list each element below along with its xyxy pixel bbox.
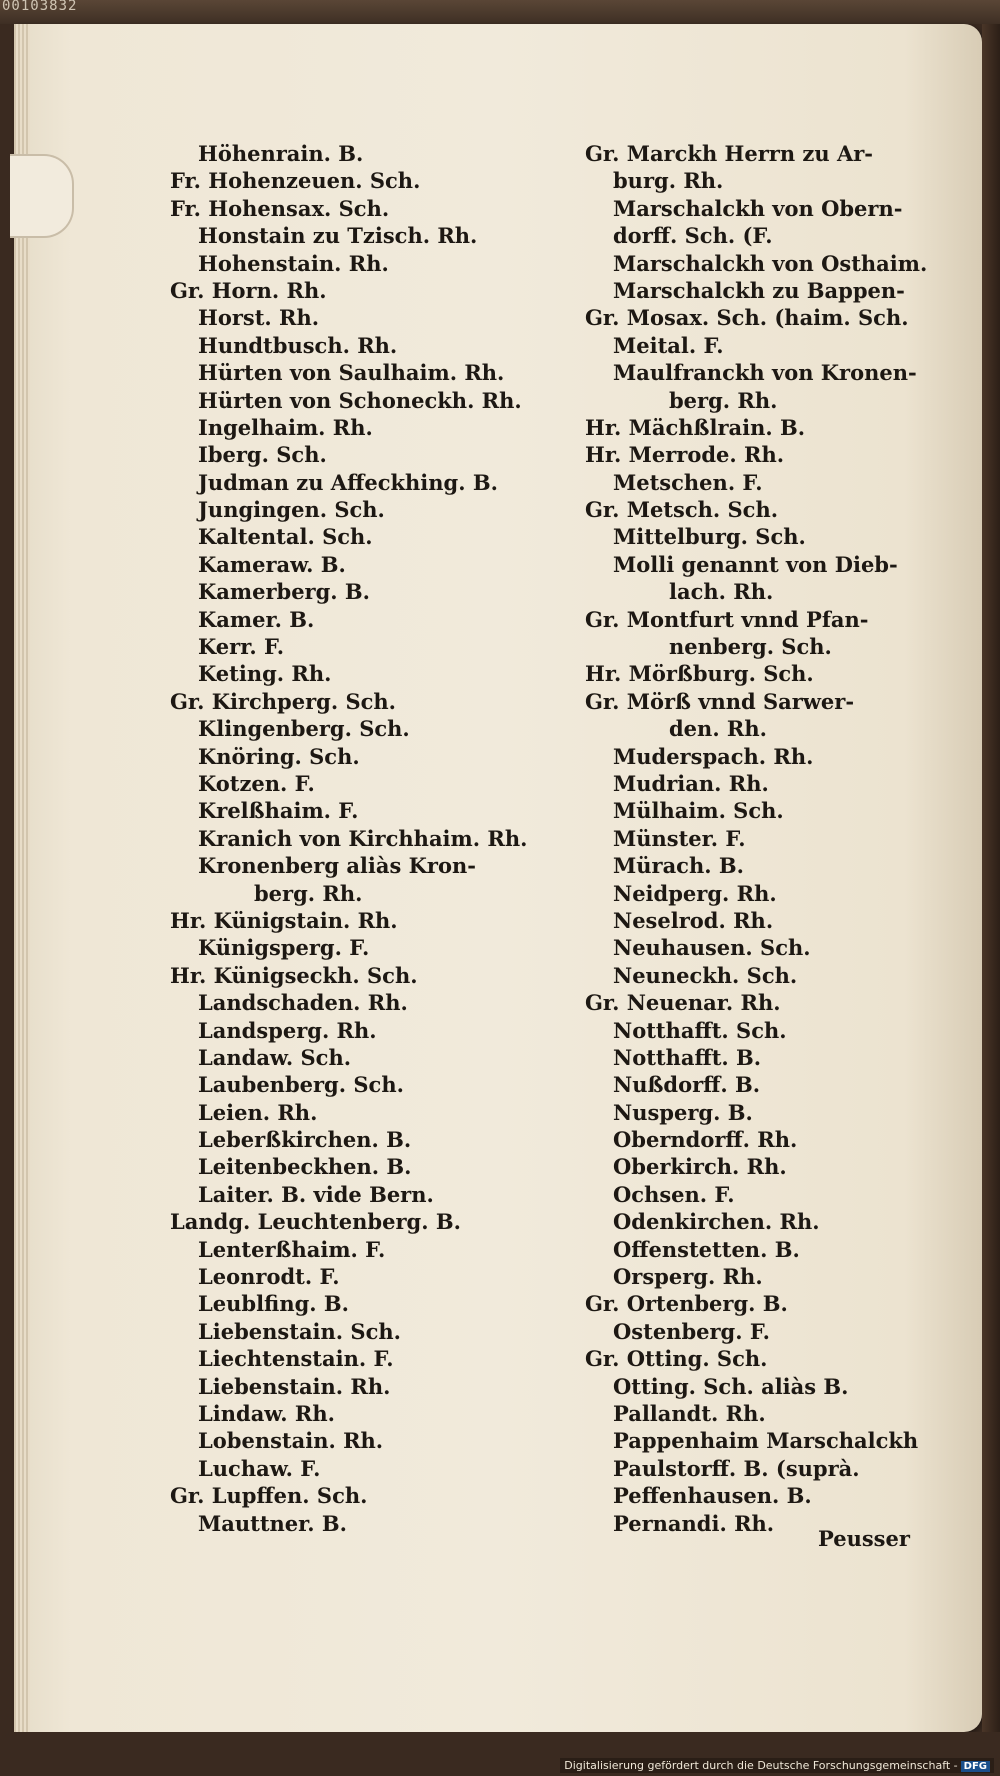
register-entry: Maulfranckh von Kronen- xyxy=(613,360,917,386)
register-entry: Oberkirch. Rh. xyxy=(613,1154,787,1180)
register-entry: berg. Rh. xyxy=(254,880,363,906)
register-entry: Landsperg. Rh. xyxy=(198,1017,377,1043)
register-entry: Gr. Kirchperg. Sch. xyxy=(170,688,396,714)
register-entry: Metschen. F. xyxy=(613,469,763,495)
register-entry: Kamerberg. B. xyxy=(198,579,370,605)
register-entry: berg. Rh. xyxy=(669,387,778,413)
register-entry: Kerr. F. xyxy=(198,634,285,660)
register-entry: Hr. Mächßlrain. B. xyxy=(585,414,806,440)
register-entry: Leitenbeckhen. B. xyxy=(198,1154,412,1180)
register-entry: Iberg. Sch. xyxy=(198,442,327,468)
register-entry: Gr. Horn. Rh. xyxy=(170,277,327,303)
register-entry: Künigsperg. F. xyxy=(198,935,370,961)
register-entry: Leublfing. B. xyxy=(198,1291,349,1317)
register-entry: Fr. Hohensax. Sch. xyxy=(170,195,390,221)
register-entry: Jungingen. Sch. xyxy=(198,497,385,523)
register-entry: Nusperg. B. xyxy=(613,1099,753,1125)
register-entry: Landg. Leuchtenberg. B. xyxy=(170,1209,461,1235)
register-entry: Mürach. B. xyxy=(613,853,744,879)
register-entry: Klingenberg. Sch. xyxy=(198,716,410,742)
register-entry: Liebenstain. Sch. xyxy=(198,1318,401,1344)
scan-top-border xyxy=(0,0,1000,24)
page-stack-edge xyxy=(14,24,30,1732)
register-entry: Krelßhaim. F. xyxy=(198,798,359,824)
register-entry: Otting. Sch. aliàs B. xyxy=(613,1373,849,1399)
register-entry: Pallandt. Rh. xyxy=(613,1400,766,1426)
register-entry: burg. Rh. xyxy=(613,168,724,194)
register-entry: Molli genannt von Dieb- xyxy=(613,551,898,577)
register-entry: Leberßkirchen. B. xyxy=(198,1127,412,1153)
register-entry: Meital. F. xyxy=(613,332,724,358)
register-entry: Kamer. B. xyxy=(198,606,315,632)
register-entry: Kaltental. Sch. xyxy=(198,524,373,550)
register-entry: Gr. Metsch. Sch. xyxy=(585,497,779,523)
register-entry: Gr. Montfurt vnnd Pfan- xyxy=(585,606,869,632)
right-column xyxy=(585,140,928,1537)
register-entry: Nußdorff. B. xyxy=(613,1072,761,1098)
register-entry: Hohenstain. Rh. xyxy=(198,250,389,276)
register-entry: Notthafft. B. xyxy=(613,1044,762,1070)
register-entry: Mülhaim. Sch. xyxy=(613,798,784,824)
register-entry: Hürten von Saulhaim. Rh. xyxy=(198,360,505,386)
register-entry: Oberndorff. Rh. xyxy=(613,1127,798,1153)
register-entry: Muderspach. Rh. xyxy=(613,743,814,769)
register-entry: Peffenhausen. B. xyxy=(613,1483,812,1509)
register-entry: Liechtenstain. F. xyxy=(198,1346,394,1372)
register-entry: Hürten von Schoneckh. Rh. xyxy=(198,387,522,413)
register-entry: Gr. Ortenberg. B. xyxy=(585,1291,788,1317)
register-entry: Kranich von Kirchhaim. Rh. xyxy=(198,825,528,851)
register-entry: Laiter. B. vide Bern. xyxy=(198,1181,434,1207)
page-tab-marker xyxy=(10,154,74,238)
footer-credit xyxy=(560,1758,994,1773)
register-entry: Liebenstain. Rh. xyxy=(198,1373,391,1399)
register-entry: Hr. Künigseckh. Sch. xyxy=(170,962,418,988)
register-entry: Gr. Lupffen. Sch. xyxy=(170,1483,368,1509)
register-entry: Neuhausen. Sch. xyxy=(613,935,811,961)
register-entry: Gr. Otting. Sch. xyxy=(585,1346,768,1372)
register-entry: Kameraw. B. xyxy=(198,551,346,577)
register-entry: Lenterßhaim. F. xyxy=(198,1236,386,1262)
register-entry: Kronenberg aliàs Kron- xyxy=(198,853,476,879)
register-entry: Marschalckh von Osthaim. xyxy=(613,250,928,276)
dfg-logo: DFG xyxy=(961,1761,990,1772)
register-entry: Odenkirchen. Rh. xyxy=(613,1209,820,1235)
register-entry: Gr. Neuenar. Rh. xyxy=(585,990,781,1016)
register-entry: Luchaw. F. xyxy=(198,1455,321,1481)
catchword: Peusser xyxy=(818,1526,910,1551)
register-entry: Mudrian. Rh. xyxy=(613,770,769,796)
register-entry: Gr. Mosax. Sch. (haim. Sch. xyxy=(585,305,909,331)
register-entry: Notthafft. Sch. xyxy=(613,1017,787,1043)
register-entry: Neuneckh. Sch. xyxy=(613,962,798,988)
register-entry: Ostenberg. F. xyxy=(613,1318,770,1344)
register-entry: Knöring. Sch. xyxy=(198,743,360,769)
register-entry: lach. Rh. xyxy=(669,579,774,605)
register-entry: den. Rh. xyxy=(669,716,767,742)
register-entry: Mauttner. B. xyxy=(198,1510,347,1536)
register-entry: Orsperg. Rh. xyxy=(613,1264,763,1290)
register-entry: Neselrod. Rh. xyxy=(613,907,774,933)
register-entry: Offenstetten. B. xyxy=(613,1236,800,1262)
register-entry: Münster. F. xyxy=(613,825,746,851)
book-cover-edge xyxy=(982,24,1000,1732)
register-entry: Mittelburg. Sch. xyxy=(613,524,806,550)
register-entry: Honstain zu Tzisch. Rh. xyxy=(198,223,478,249)
left-column xyxy=(170,140,528,1537)
register-entry: Horst. Rh. xyxy=(198,305,320,331)
register-entry: Marschalckh von Obern- xyxy=(613,195,903,221)
register-entry: Kotzen. F. xyxy=(198,770,315,796)
register-entry: dorff. Sch. (F. xyxy=(613,223,773,249)
register-entry: Fr. Hohenzeuen. Sch. xyxy=(170,168,421,194)
register-entry: Gr. Mörß vnnd Sarwer- xyxy=(585,688,855,714)
register-entry: Landaw. Sch. xyxy=(198,1044,352,1070)
register-entry: Marschalckh zu Bappen- xyxy=(613,277,905,303)
register-entry: Neidperg. Rh. xyxy=(613,880,777,906)
scan-bottom-border xyxy=(0,1732,1000,1776)
register-entry: Hr. Merrode. Rh. xyxy=(585,442,785,468)
register-entry: Landschaden. Rh. xyxy=(198,990,408,1016)
register-entry: Hr. Mörßburg. Sch. xyxy=(585,661,814,687)
register-entry: Pernandi. Rh. xyxy=(613,1510,775,1536)
footer-credit-text: Digitalisierung gefördert durch die Deutsche Forschungsgemeinschaft - xyxy=(564,1759,958,1772)
register-entry: Lindaw. Rh. xyxy=(198,1400,335,1426)
register-entry: Laubenberg. Sch. xyxy=(198,1072,404,1098)
register-entry: Höhenrain. B. xyxy=(198,141,364,166)
register-entry: Pappenhaim Marschalckh xyxy=(613,1428,919,1454)
register-entry: Lobenstain. Rh. xyxy=(198,1428,384,1454)
register-entry: Judman zu Affeckhing. B. xyxy=(198,469,498,495)
register-entry: Hr. Künigstain. Rh. xyxy=(170,907,398,933)
register-entry: Hundtbusch. Rh. xyxy=(198,332,398,358)
register-entry: Leonrodt. F. xyxy=(198,1264,340,1290)
register-entry: Paulstorff. B. (suprà. xyxy=(613,1455,860,1481)
register-entry: Ingelhaim. Rh. xyxy=(198,414,373,440)
register-entry: Keting. Rh. xyxy=(198,661,332,687)
scan-id: 00103832 xyxy=(2,0,78,14)
register-entry: Gr. Marckh Herrn zu Ar- xyxy=(585,141,874,166)
register-entry: Leien. Rh. xyxy=(198,1099,318,1125)
register-entry: Ochsen. F. xyxy=(613,1181,735,1207)
register-entry: nenberg. Sch. xyxy=(669,634,832,660)
